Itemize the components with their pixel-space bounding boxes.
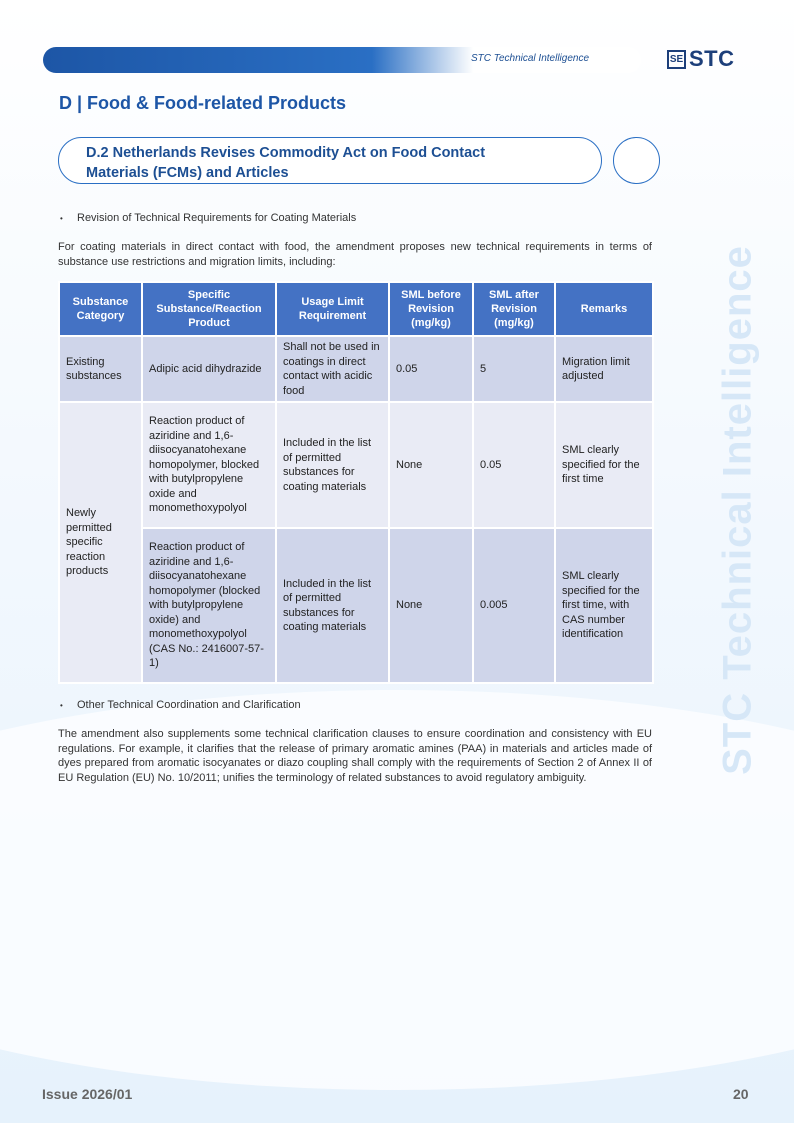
cell-substance: Adipic acid dihydrazide (142, 336, 276, 402)
header-substance-category: Substance Category (59, 282, 142, 336)
cell-sml-after: 0.05 (473, 402, 555, 528)
bullet-icon: • (60, 700, 63, 710)
cell-sml-before: None (389, 402, 473, 528)
header-usage-limit: Usage Limit Requirement (276, 282, 389, 336)
header-specific-substance: Specific Substance/Reaction Product (142, 282, 276, 336)
header-sml-before: SML before Revision (mg/kg) (389, 282, 473, 336)
subsection-title-line2: Materials (FCMs) and Articles (86, 165, 289, 181)
footer-issue: Issue 2026/01 (42, 1086, 133, 1102)
page-number: 20 (733, 1086, 749, 1102)
bullet-item-coordination (60, 699, 301, 711)
paragraph-coordination: The amendment also supplements some technical clarification clauses to ensure coordination and consistency with EU regulations. For example, it clarifies that the release of primary aromatic amines (PAA) in materials and articles made of dyes prepared from aromatic isocyanates or diazo coupling shall comply with the requirements of Section 2 of Annex II of EU Regulation (EU) No. 10/2011; unifies the terminology of related substances to avoid regulatory ambiguity. (58, 728, 652, 784)
header-banner-text: STC Technical Intelligence (471, 53, 590, 64)
paragraph-coating: For coating materials in direct contact with food, the amendment proposes new technical requirements in terms of substance use restrictions and migration limits, including: (58, 241, 652, 268)
cell-remarks: Migration limit adjusted (555, 336, 653, 402)
cell-sml-before: 0.05 (389, 336, 473, 402)
table-row (59, 402, 653, 528)
cell-category: Newly permitted specific reaction products (59, 402, 142, 683)
cell-sml-after: 5 (473, 336, 555, 402)
cell-usage: Shall not be used in coatings in direct contact with acidic food (276, 336, 389, 402)
cell-category: Existing substances (59, 336, 142, 402)
bullet-text: Revision of Technical Requirements for Coating Materials (77, 212, 357, 224)
header-sml-after: SML after Revision (mg/kg) (473, 282, 555, 336)
logo-mark-icon: SE (667, 50, 686, 69)
cell-substance: Reaction product of aziridine and 1,6-diisocyanatohexane homopolymer (blocked with butylpropylene oxide) and monomethoxypolyol (CAS No.: 2416007-57-1) (142, 528, 276, 683)
cell-sml-before: None (389, 528, 473, 683)
header-remarks: Remarks (555, 282, 653, 336)
bullet-icon: • (60, 213, 63, 223)
cell-usage: Included in the list of permitted substances for coating materials (276, 402, 389, 528)
subsection-title (86, 143, 586, 183)
logo-text: STC (689, 46, 735, 71)
cell-usage: Included in the list of permitted substances for coating materials (276, 528, 389, 683)
watermark-text: STC Technical Intelligence (715, 245, 760, 775)
cell-sml-after: 0.005 (473, 528, 555, 683)
decorative-circle (613, 137, 660, 184)
bullet-item-coating (60, 212, 356, 224)
subsection-title-line1: D.2 Netherlands Revises Commodity Act on Food Contact (86, 145, 486, 161)
bullet-text: Other Technical Coordination and Clarification (77, 699, 301, 711)
cell-remarks: SML clearly specified for the first time, with CAS number identification (555, 528, 653, 683)
table-row (59, 528, 653, 683)
table-header-row (59, 282, 653, 336)
cell-substance: Reaction product of aziridine and 1,6-diisocyanatohexane homopolymer, blocked with butylpropylene oxide and monomethoxypolyol (142, 402, 276, 528)
cell-remarks: SML clearly specified for the first time (555, 402, 653, 528)
requirements-table (58, 281, 654, 684)
stc-logo (667, 48, 735, 70)
table-row (59, 336, 653, 402)
section-title: D | Food & Food-related Products (59, 93, 347, 113)
